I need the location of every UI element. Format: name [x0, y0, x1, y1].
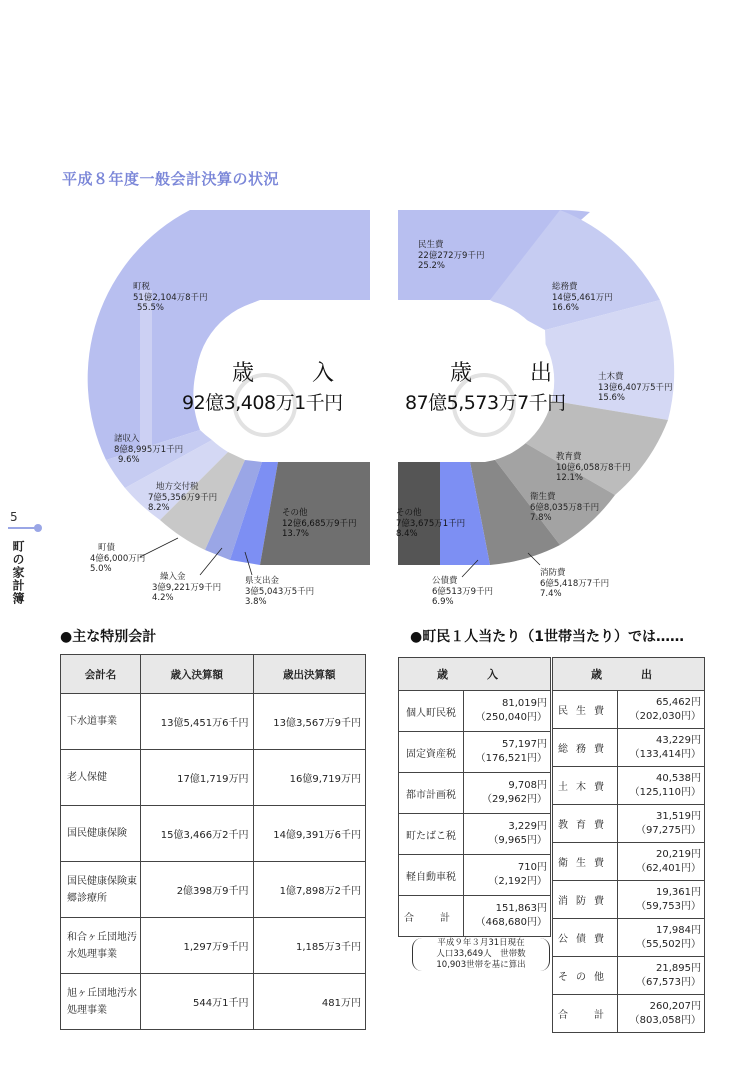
expenditure-amount: 1億7,898万2千円: [253, 862, 366, 918]
special-accounts-heading: ●主な特別会計: [60, 629, 157, 645]
revenue-heading: 歳 入: [232, 361, 353, 386]
revenue-label-3: 町債 4億6,000万円 5.0%: [90, 543, 146, 574]
item-value: 9,708円 （29,962円）: [463, 773, 550, 814]
item-value: 151,863円 （468,680円）: [463, 896, 550, 937]
expenditure-label-6: 公債費 6億513万9千円 6.9%: [432, 576, 494, 607]
expenditure-total: 87億5,573万7千円: [405, 392, 566, 414]
revenue-amount: 13億5,451万6千円: [141, 694, 254, 750]
item-name: 民生費: [553, 691, 618, 729]
revenue-total: 92億3,408万1千円: [182, 392, 343, 414]
expenditure-heading: 歳 出: [450, 361, 571, 386]
item-name: その他: [553, 957, 618, 995]
account-name: 和合ヶ丘団地汚水処理事業: [61, 918, 141, 974]
revenue-amount: 1,297万9千円: [141, 918, 254, 974]
table-row: [553, 729, 705, 767]
expenditure-column-header: 歳 出: [553, 658, 705, 691]
expenditure-label-4: 衛生費 6億8,035万8千円 7.8%: [530, 492, 600, 523]
table-row: [553, 691, 705, 729]
item-value: 31,519円 （97,275円）: [617, 805, 704, 843]
table-row: [553, 995, 705, 1033]
item-name: 合 計: [399, 896, 464, 937]
page-title: 平成８年度一般会計決算の状況: [62, 170, 280, 188]
revenue-label-6: その他 12億6,685万9千円 13.7%: [282, 508, 357, 539]
item-name: 総務費: [553, 729, 618, 767]
table-row: [399, 732, 551, 773]
table-row: [61, 974, 366, 1030]
expenditure-amount: 1,185万3千円: [253, 918, 366, 974]
item-value: 19,361円 （59,753円）: [617, 881, 704, 919]
table-row: [399, 773, 551, 814]
special-accounts-table: [60, 654, 366, 1030]
table-row: [553, 881, 705, 919]
item-name: 土木費: [553, 767, 618, 805]
revenue-amount: 15億3,466万2千円: [141, 806, 254, 862]
expenditure-label-2: 土木費 13億6,407万5千円 15.6%: [598, 372, 673, 403]
item-name: 個人町民税: [399, 691, 464, 732]
table-row: [61, 750, 366, 806]
expenditure-label-0: 民生費 22億272万9千円 25.2%: [418, 240, 485, 271]
revenue-label-1: 諸収入 8億8,995万1千円 9.6%: [114, 434, 184, 465]
population-note: 平成９年３月31日現在 人口33,649人 世帯数 10,903世帯を基に算出: [412, 938, 550, 971]
expenditure-amount: 16億9,719万円: [253, 750, 366, 806]
table-row: [61, 806, 366, 862]
account-name: 国民健康保険: [61, 806, 141, 862]
expenditure-label-7: その他 7億3,675万1千円 8.4%: [396, 508, 466, 539]
revenue-amount: 2億398万9千円: [141, 862, 254, 918]
item-value: 81,019円 （250,040円）: [463, 691, 550, 732]
revenue-label-2: 地方交付税 7億5,356万9千円 8.2%: [148, 482, 218, 513]
item-name: 町たばこ税: [399, 814, 464, 855]
item-name: 都市計画税: [399, 773, 464, 814]
item-value: 710円 （2,192円）: [463, 855, 550, 896]
per-capita-expenditure-table: [552, 657, 705, 1033]
table-row: [399, 855, 551, 896]
account-name: 国民健康保険東郷診療所: [61, 862, 141, 918]
table-row: [553, 919, 705, 957]
column-header: 歳出決算額: [253, 655, 366, 694]
expenditure-label-1: 総務費 14億5,461万円 16.6%: [552, 282, 613, 313]
revenue-label-4: 繰入金 3億9,221万9千円 4.2%: [152, 572, 222, 603]
table-header-row: [61, 655, 366, 694]
account-name: 老人保健: [61, 750, 141, 806]
revenue-amount: 17億1,719万円: [141, 750, 254, 806]
revenue-column-header: 歳 入: [399, 658, 551, 691]
page-number: 5: [10, 510, 18, 524]
revenue-label-5: 県支出金 3億5,043万5千円 3.8%: [245, 576, 315, 607]
table-row: [553, 843, 705, 881]
item-value: 43,229円 （133,414円）: [617, 729, 704, 767]
item-name: 衛生費: [553, 843, 618, 881]
item-value: 20,219円 （62,401円）: [617, 843, 704, 881]
item-name: 消防費: [553, 881, 618, 919]
table-row: [61, 918, 366, 974]
item-value: 17,984円 （55,502円）: [617, 919, 704, 957]
table-row: [399, 814, 551, 855]
table-row: [553, 767, 705, 805]
table-row: [61, 694, 366, 750]
item-name: 軽自動車税: [399, 855, 464, 896]
account-name: 旭ヶ丘団地汚水処理事業: [61, 974, 141, 1030]
expenditure-amount: 481万円: [253, 974, 366, 1030]
per-capita-heading: ●町民１人当たり（1世帯当たり）では……: [410, 629, 684, 645]
item-value: 260,207円 （803,058円）: [617, 995, 704, 1033]
item-value: 57,197円 （176,521円）: [463, 732, 550, 773]
item-name: 固定資産税: [399, 732, 464, 773]
item-name: 合 計: [553, 995, 618, 1033]
table-row: [553, 957, 705, 995]
item-value: 21,895円 （67,573円）: [617, 957, 704, 995]
expenditure-amount: 14億9,391万6千円: [253, 806, 366, 862]
section-side-title: 町の家計簿: [11, 540, 25, 605]
item-name: 公債費: [553, 919, 618, 957]
account-name: 下水道事業: [61, 694, 141, 750]
item-value: 3,229円 （9,965円）: [463, 814, 550, 855]
expenditure-amount: 13億3,567万9千円: [253, 694, 366, 750]
table-row: [399, 691, 551, 732]
table-row: [61, 862, 366, 918]
column-header: 歳入決算額: [141, 655, 254, 694]
table-row: [553, 805, 705, 843]
revenue-label-0: 町税 51億2,104万8千円 55.5%: [133, 282, 208, 313]
expenditure-label-5: 消防費 6億5,418万7千円 7.4%: [540, 568, 610, 599]
table-row: [399, 896, 551, 937]
expenditure-label-3: 教育費 10億6,058万8千円 12.1%: [556, 452, 631, 483]
item-value: 40,538円 （125,110円）: [617, 767, 704, 805]
item-name: 教育費: [553, 805, 618, 843]
revenue-amount: 544万1千円: [141, 974, 254, 1030]
column-header: 会計名: [61, 655, 141, 694]
per-capita-revenue-table: [398, 657, 551, 937]
item-value: 65,462円 （202,030円）: [617, 691, 704, 729]
